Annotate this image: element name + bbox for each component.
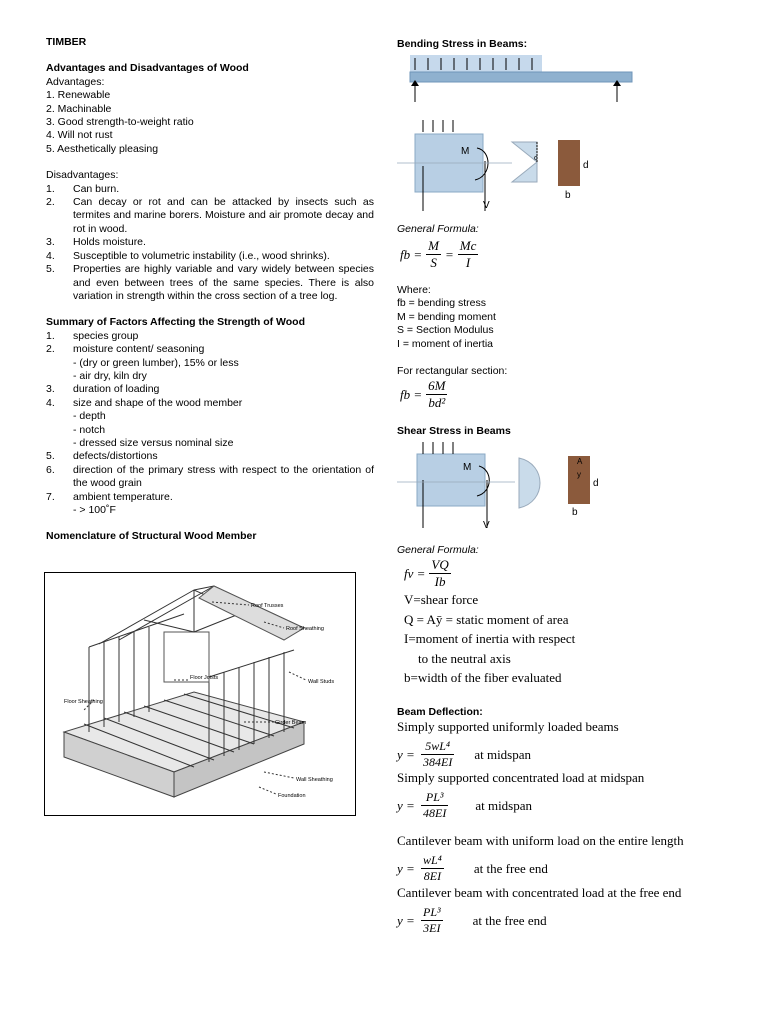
factor-subitem: - depth: [73, 410, 106, 423]
equals-sign: =: [444, 246, 454, 262]
section-title: TIMBER: [46, 36, 87, 48]
denominator: bd²: [428, 395, 446, 410]
nomenclature-heading: Nomenclature of Structural Wood Member: [46, 530, 257, 543]
list-item: 5. Properties are highly variable and vary widely between species and even between trees of the same species. There is also variation in strength within the cross section of a tree log.: [46, 263, 374, 302]
definition-item: fb = bending stress: [397, 297, 487, 310]
formula-lhs: y =: [397, 912, 415, 928]
wood-framing-figure: [44, 572, 356, 816]
list-item: 5. defects/distortions: [46, 450, 158, 463]
factor-subitem: - air dry, kiln dry: [73, 369, 147, 382]
label-girder-beam: Girder Beam: [275, 720, 307, 726]
fraction: [421, 853, 444, 884]
case-location: at midspan: [475, 797, 533, 813]
fig-A-label: A: [577, 457, 583, 466]
numerator: VQ: [431, 557, 449, 572]
list-item: 1. Renewable: [46, 89, 111, 102]
factor-subitem: - > 100˚F: [73, 504, 116, 516]
fig-M-label: M: [463, 462, 472, 473]
formula-lhs: y =: [397, 746, 415, 762]
where-label: Where:: [397, 284, 431, 296]
list-item: 3. Good strength-to-weight ratio: [46, 116, 194, 129]
label-foundation: Foundation: [278, 793, 306, 799]
list-item: 7. ambient temperature.: [46, 490, 173, 503]
shear-heading: Shear Stress in Beams: [397, 425, 511, 437]
deflection-case: [397, 833, 727, 884]
denominator: 3EI: [423, 921, 441, 935]
advantages-list: [46, 89, 374, 156]
case-formula: [397, 853, 727, 884]
bending-heading: Bending Stress in Beams:: [397, 38, 528, 50]
case-title: Simply supported uniformly loaded beams: [397, 719, 619, 734]
definition-item: to the neutral axis: [418, 650, 511, 666]
label-wall-sheathing: Wall Sheathing: [296, 777, 333, 783]
label-wall-studs: Wall Studs: [308, 679, 335, 685]
definition-item: V=shear force: [404, 592, 479, 607]
case-title: Cantilever beam with concentrated load at the free end: [397, 885, 682, 900]
rect-formula: [400, 378, 447, 411]
deflection-case: [397, 770, 727, 821]
fraction: [426, 238, 441, 271]
list-item: 2. moisture content/ seasoning: [46, 343, 205, 356]
fraction: [429, 557, 450, 590]
list-item: 5. Aesthetically pleasing: [46, 142, 159, 155]
deflection-case: [397, 719, 727, 770]
definition-item: S = Section Modulus: [397, 324, 494, 337]
list-item: 2. Machinable: [46, 102, 112, 115]
numerator: 5wL⁴: [421, 739, 454, 755]
formula-lhs: fb =: [400, 386, 423, 402]
fig-M-label: M: [461, 146, 470, 157]
list-item: 3. duration of loading: [46, 383, 160, 396]
fraction: [421, 790, 448, 821]
numerator: Mc: [459, 238, 477, 253]
denominator: 384EI: [423, 755, 453, 769]
disadvantages-list: [46, 183, 374, 304]
advantages-heading: Advantages and Disadvantages of Wood: [46, 62, 249, 75]
denominator: Ib: [434, 574, 446, 589]
factors-list-cont2: [46, 450, 374, 504]
fraction: [458, 238, 479, 271]
case-formula: [397, 739, 727, 770]
label-floor-joists: Floor Joists: [190, 675, 219, 681]
definition-item: I = moment of inertia: [397, 337, 494, 350]
list-item: 1. Can burn.: [46, 182, 120, 195]
denominator: S: [430, 255, 437, 270]
factor-subitem: - notch: [73, 423, 106, 436]
rect-section-label: For rectangular section:: [397, 365, 508, 377]
list-item: 4. size and shape of the wood member: [46, 396, 243, 409]
label-roof-trusses: Roof Trusses: [251, 603, 284, 609]
shear-formula: [404, 557, 451, 590]
bending-formula: [400, 238, 478, 271]
beam-load-figure: [405, 54, 635, 104]
list-item: 1. species group: [46, 329, 139, 342]
fig-d-label: d: [583, 160, 589, 171]
factors-list: [46, 330, 374, 357]
definition-item: Q = Aȳ = static moment of area: [404, 611, 569, 627]
list-item: 6. direction of the primary stress with respect to the orientation of the wood grain: [46, 463, 374, 490]
disadvantages-label: Disadvantages:: [46, 169, 119, 182]
fig-V-label: V: [483, 200, 490, 211]
fig-d-label: d: [593, 478, 599, 489]
fraction: [426, 378, 447, 411]
shear-section-figure: [397, 440, 597, 532]
numerator: PL³: [423, 905, 441, 919]
case-formula: [397, 790, 727, 821]
fig-V-label: V: [483, 520, 490, 531]
factor-subitem: - dressed size versus nominal size: [73, 436, 234, 449]
case-location: at the free end: [473, 860, 548, 876]
formula-lhs: fb =: [400, 246, 423, 262]
formula-lhs: y =: [397, 797, 415, 813]
general-formula-label-2: General Formula:: [397, 544, 479, 556]
list-item: 3. Holds moisture.: [46, 236, 146, 249]
fig-y-label: y: [577, 470, 581, 479]
list-item: 4. Susceptible to volumetric instability (i.e., wood shrinks).: [46, 249, 330, 262]
denominator: I: [465, 255, 471, 270]
definition-item: M = bending moment: [397, 310, 496, 323]
fig-b-label: b: [572, 507, 578, 518]
label-floor-sheathing: Floor Sheathing: [64, 699, 103, 705]
factors-heading: Summary of Factors Affecting the Strength of Wood: [46, 316, 306, 329]
deflection-heading: Beam Deflection:: [397, 706, 483, 718]
case-title: Cantilever beam with uniform load on the entire length: [397, 833, 684, 848]
left-column: [46, 36, 374, 544]
case-title: Simply supported concentrated load at midspan: [397, 770, 645, 785]
case-location: at the free end: [472, 912, 547, 928]
label-roof-sheathing: Roof Sheathing: [286, 626, 324, 632]
definition-item: I=moment of inertia with respect: [404, 631, 576, 646]
fraction: [421, 739, 454, 770]
numerator: wL⁴: [423, 853, 442, 867]
numerator: 6M: [428, 378, 446, 393]
deflection-case: [397, 885, 727, 936]
formula-lhs: y =: [397, 860, 415, 876]
fig-c-label: c: [534, 155, 538, 162]
denominator: 48EI: [423, 806, 447, 820]
numerator: M: [428, 238, 439, 253]
numerator: PL³: [421, 790, 448, 806]
advantages-label: Advantages:: [46, 75, 105, 88]
bending-section-figure: [397, 116, 597, 216]
general-formula-label: General Formula:: [397, 223, 479, 235]
definition-item: b=width of the fiber evaluated: [404, 670, 562, 685]
where-block: [397, 284, 496, 351]
case-location: at midspan: [474, 746, 532, 762]
factor-subitem: - (dry or green lumber), 15% or less: [73, 356, 239, 369]
case-formula: [397, 905, 727, 936]
list-item: 2. Can decay or rot and can be attacked by insects such as termites and marine borers. Moisture and air promote decay and rot in wood.: [46, 196, 374, 235]
factors-list-cont: [46, 383, 374, 410]
list-item: 4. Will not rust: [46, 129, 113, 142]
fig-b-label: b: [565, 190, 571, 201]
fraction: [421, 905, 443, 936]
denominator: 8EI: [423, 869, 442, 883]
shear-definitions: [404, 590, 575, 688]
formula-lhs: fv =: [404, 565, 426, 581]
